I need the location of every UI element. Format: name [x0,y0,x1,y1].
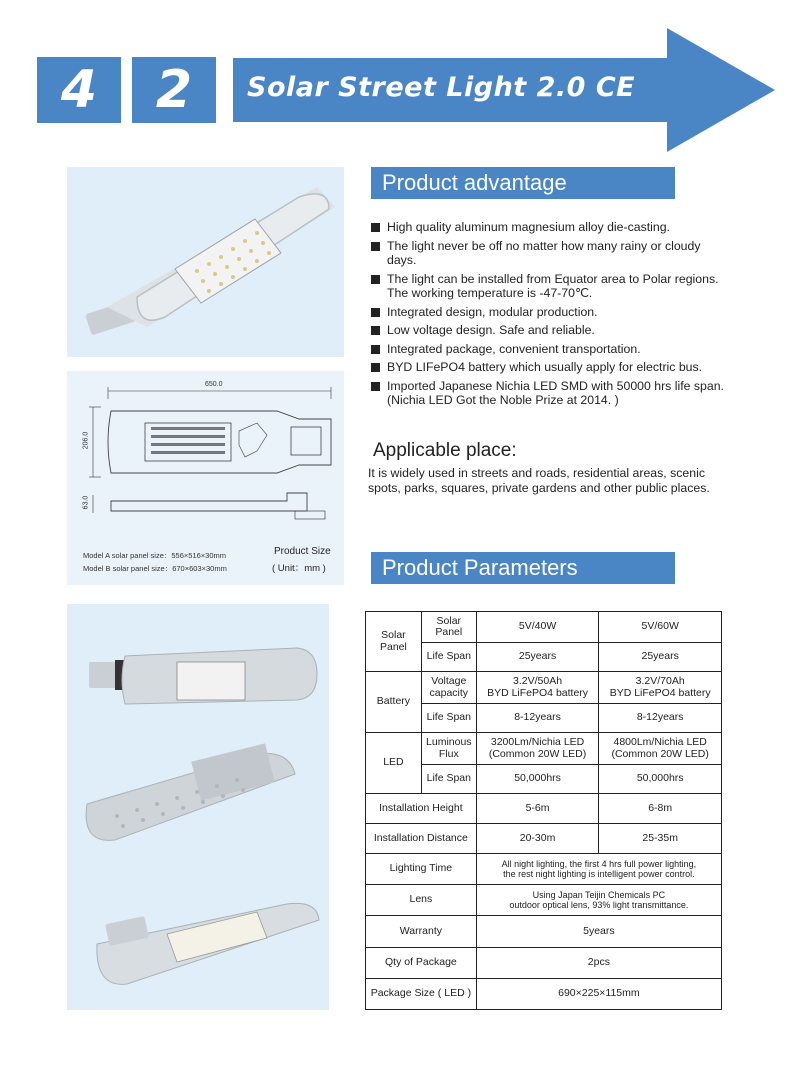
advantage-list [371,220,731,412]
thickness-dimension: 63.0 [82,495,90,510]
row-label-battery: Battery [366,672,422,733]
parameters-table [365,611,722,1010]
table-row [366,612,722,643]
product-photo-angled [67,167,344,357]
bullet-square-icon [371,326,380,335]
cell-solar-life-a: 25years [476,643,599,672]
cell-package-size: 690×225×115mm [476,979,721,1010]
battery-type-a: BYD LiFePO4 battery [487,686,589,699]
page-title: Solar Street Light 2.0 CE [247,72,636,103]
sub-label-life-span: Life Span [421,704,476,733]
bullet-square-icon [371,308,380,317]
cell-led-life-b: 50,000hrs [599,765,722,794]
cell-led-life-a: 50,000hrs [476,765,599,794]
cell-height-a: 5-6m [476,794,599,824]
sub-label-solar-panel: Solar Panel [421,612,476,643]
product-advantage-title: Product advantage [371,167,675,199]
row-label-installation-height: Installation Height [366,794,477,824]
row-label-lens: Lens [366,885,477,916]
table-row [366,733,722,765]
product-size-label: Product Size [274,546,331,557]
list-item [371,323,731,338]
cell-solar-a: 5V/40W [476,612,599,643]
table-row [366,885,722,916]
table-row [366,916,722,948]
row-label-lighting-time: Lighting Time [366,854,477,885]
advantage-text: High quality aluminum magnesium alloy die-casting. [387,220,670,234]
battery-voltage-b: 3.2V/70Ah [635,675,685,687]
applicable-place-title: Applicable place: [373,440,517,461]
sub-label-life-span: Life Span [421,643,476,672]
table-row [366,794,722,824]
cell-battery-a [476,672,599,704]
cell-led-a [476,733,599,765]
lighting-time-line-2: the rest night lighting is intelligent power control. [503,869,695,879]
led-common-b: (Common 20W LED) [611,747,709,760]
width-dimension: 650.0 [205,381,223,388]
cell-height-b: 6-8m [599,794,722,824]
section-number-digit-1: 4 [37,57,121,123]
cell-distance-a: 20-30m [476,824,599,854]
list-item [371,220,731,235]
cell-led-b [599,733,722,765]
cell-solar-b: 5V/60W [599,612,722,643]
list-item [371,239,731,268]
lens-line-2: outdoor optical lens, 93% light transmittance. [509,900,689,910]
row-label-warranty: Warranty [366,916,477,948]
row-label-installation-distance: Installation Distance [366,824,477,854]
bullet-square-icon [371,382,380,391]
bullet-square-icon [371,363,380,372]
sub-label-voltage-capacity: Voltage capacity [421,672,476,704]
row-label-solar-panel: Solar Panel [366,612,422,672]
sub-label-luminous-flux: Luminous Flux [421,733,476,765]
row-label-qty-of-package: Qty of Package [366,948,477,979]
table-row [366,672,722,704]
height-dimension: 206.0 [82,431,90,450]
cell-lighting-time [476,854,721,885]
table-row [366,854,722,885]
battery-voltage-a: 3.2V/50Ah [513,675,563,687]
list-item [371,305,731,320]
model-b-solar-size: Model B solar panel size：670×603×30mm [83,564,227,573]
list-item [371,379,731,408]
cell-solar-life-b: 25years [599,643,722,672]
lighting-time-line-1: All night lighting, the first 4 hrs full power lighting, [501,858,697,869]
led-common-a: (Common 20W LED) [488,747,587,760]
table-row [366,948,722,979]
advantage-text: Integrated package, convenient transportation. [387,341,641,356]
battery-type-b: BYD LiFePO4 battery [609,686,711,699]
product-size-unit: ( Unit：mm ) [272,563,326,574]
product-parameters-title: Product Parameters [371,552,675,584]
table-row [366,824,722,854]
cell-lens [476,885,721,916]
product-photo-views [67,604,329,1010]
cell-battery-b [599,672,722,704]
advantage-text: BYD LIFePO4 battery which usually apply for electric bus. [387,360,703,374]
led-flux-a: 3200Lm/Nichia LED [490,736,585,748]
advantage-text: Low voltage design. Safe and reliable. [387,323,595,337]
section-number-digit-2: 2 [132,57,216,123]
applicable-place-text: It is widely used in streets and roads, residential areas, scenic spots, parks, squares, private gardens and other public places. [368,466,710,495]
cell-qty: 2pcs [476,948,721,979]
advantage-text: Integrated design, modular production. [387,304,598,319]
bullet-square-icon [371,242,380,251]
list-item [371,342,731,357]
advantage-text: The light can be installed from Equator area to Polar regions. The working temperature is -47-70℃. [387,271,719,300]
row-label-package-size: Package Size ( LED ) [366,979,477,1010]
row-label-led: LED [366,733,422,794]
sub-label-life-span: Life Span [421,765,476,794]
advantage-text: Imported Japanese Nichia LED SMD with 50000 hrs life span.(Nichia LED Got the Noble Prize at 2014. ) [387,378,724,407]
model-a-solar-size: Model A solar panel size：556×516×30mm [83,551,227,560]
bullet-square-icon [371,223,380,232]
led-flux-b: 4800Lm/Nichia LED [613,736,707,748]
lens-line-1: Using Japan Teijin Chemicals PC [532,889,666,900]
cell-battery-life-a: 8-12years [476,704,599,733]
cell-battery-life-b: 8-12years [599,704,722,733]
list-item [371,272,731,301]
list-item [371,360,731,375]
advantage-text: The light never be off no matter how many rainy or cloudy days. [387,238,701,267]
bullet-square-icon [371,275,380,284]
cell-warranty: 5years [476,916,721,948]
table-row [366,979,722,1010]
bullet-square-icon [371,345,380,354]
cell-distance-b: 25-35m [599,824,722,854]
